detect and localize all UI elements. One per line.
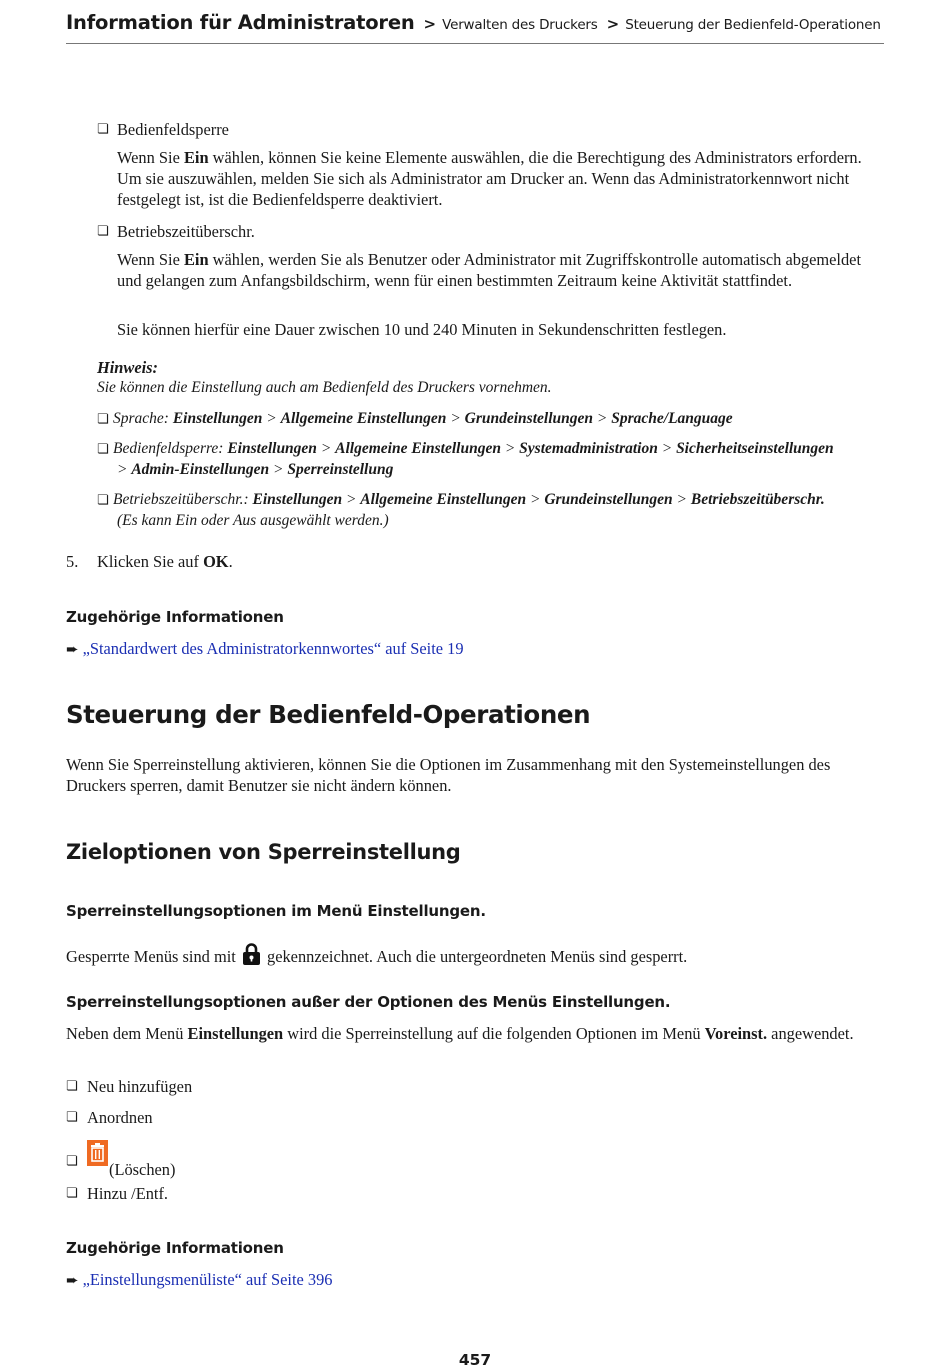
step-number: 5. — [66, 552, 79, 571]
checkbox-bullet-icon: ❏ — [66, 1186, 78, 1201]
paragraph: Gesperrte Menüs sind mit gekennzeichnet. Auch die untergeordneten Menüs sind gesperrt. — [66, 942, 881, 967]
related-link[interactable]: „Einstellungsmenüliste“ auf Seite 396 — [82, 1270, 333, 1289]
paragraph: Wenn Sie Ein wählen, können Sie keine Elemente auswählen, die die Berechtigung des Administrators erfordern. Um sie auszuwählen, melden Sie sich als Administrator am Drucker an. Wenn das Administratorkennwort nicht festgelegt ist, ist die Bedienfeldsperre deaktiviert. — [117, 148, 862, 209]
paragraph: Neben dem Menü Einstellungen wird die Sperreinstellung auf die folgenden Optionen im Menü Voreinst. angewendet. — [66, 1024, 854, 1043]
list-item-label: (Löschen) — [109, 1160, 176, 1179]
subheading: Sperreinstellungsoptionen im Menü Einstellungen. — [66, 902, 486, 920]
page-header — [66, 12, 884, 44]
checkbox-bullet-icon: ❏ — [66, 1079, 78, 1094]
related-link-row[interactable] — [66, 1269, 332, 1291]
page-number: 457 — [458, 1351, 492, 1369]
trash-icon — [87, 1140, 108, 1166]
list-item-label: Hinzu /Entf. — [87, 1184, 169, 1203]
header-title: Information für Administratoren — [66, 11, 415, 34]
checkbox-bullet-icon: ❏ — [66, 1110, 78, 1125]
breadcrumb-item[interactable]: Verwalten des Druckers — [442, 17, 598, 33]
list-item-label: Neu hinzufügen — [87, 1077, 193, 1096]
related-link[interactable]: „Standardwert des Administratorkennwortes“ auf Seite 19 — [82, 639, 464, 658]
note-item: ❏ Betriebszeitüberschr.: Einstellungen > Allgemeine Einstellungen > Grundeinstellungen > Betriebszeitüberschr. — [97, 489, 887, 511]
lock-icon — [242, 942, 261, 966]
checkbox-bullet-icon: ❏ — [97, 442, 109, 457]
subsection-title: Zieloptionen von Sperreinstellung — [66, 840, 461, 864]
checkbox-bullet-icon: ❏ — [97, 224, 109, 239]
related-link-row[interactable] — [66, 638, 464, 660]
note-item: ❏ Sprache: Einstellungen > Allgemeine Einstellungen > Grundeinstellungen > Sprache/Language — [97, 408, 887, 430]
arrow-right-icon: ➨ — [66, 640, 79, 658]
paragraph: Wenn Sie Sperreinstellung aktivieren, können Sie die Optionen im Zusammenhang mit den Systemeinstellungen des Druckers sperren, damit Benutzer sie nicht ändern können. — [66, 755, 831, 795]
related-info-heading: Zugehörige Informationen — [66, 608, 284, 626]
breadcrumb-separator: > — [423, 15, 437, 33]
checkbox-bullet-icon: ❏ — [66, 1154, 78, 1169]
note-item-continuation: (Es kann Ein oder Aus ausgewählt werden.) — [117, 512, 389, 529]
note-label: Hinweis: — [97, 358, 159, 377]
breadcrumb-item[interactable]: Steuerung der Bedienfeld-Operationen — [625, 17, 881, 33]
arrow-right-icon: ➨ — [66, 1271, 79, 1289]
list-item-label: Anordnen — [87, 1108, 153, 1127]
breadcrumb-separator: > — [606, 15, 620, 33]
section-title: Steuerung der Bedienfeld-Operationen — [66, 700, 591, 729]
note-text: Sie können die Einstellung auch am Bedienfeld des Druckers vornehmen. — [97, 379, 552, 396]
note-item-continuation: > Admin-Einstellungen > Sperreinstellung — [117, 461, 394, 478]
step-text: Klicken Sie auf OK. — [97, 552, 233, 571]
list-item-title: Betriebszeitüberschr. — [117, 222, 255, 241]
list-item-title: Bedienfeldsperre — [117, 120, 229, 139]
checkbox-bullet-icon: ❏ — [97, 493, 109, 508]
note-item: ❏ Bedienfeldsperre: Einstellungen > Allgemeine Einstellungen > Systemadministration > Sicherheitseinstellungen — [97, 438, 887, 460]
subheading: Sperreinstellungsoptionen außer der Optionen des Menüs Einstellungen. — [66, 993, 671, 1011]
checkbox-bullet-icon: ❏ — [97, 122, 109, 137]
paragraph: Wenn Sie Ein wählen, werden Sie als Benutzer oder Administrator mit Zugriffskontrolle automatisch abgemeldet und gelangen zum Anfangsbildschirm, wenn für einen bestimmten Zeitraum keine Aktivität stattfindet. — [117, 250, 861, 290]
related-info-heading: Zugehörige Informationen — [66, 1239, 284, 1257]
checkbox-bullet-icon: ❏ — [97, 412, 109, 427]
paragraph: Sie können hierfür eine Dauer zwischen 10 und 240 Minuten in Sekundenschritten festlegen. — [117, 320, 727, 339]
